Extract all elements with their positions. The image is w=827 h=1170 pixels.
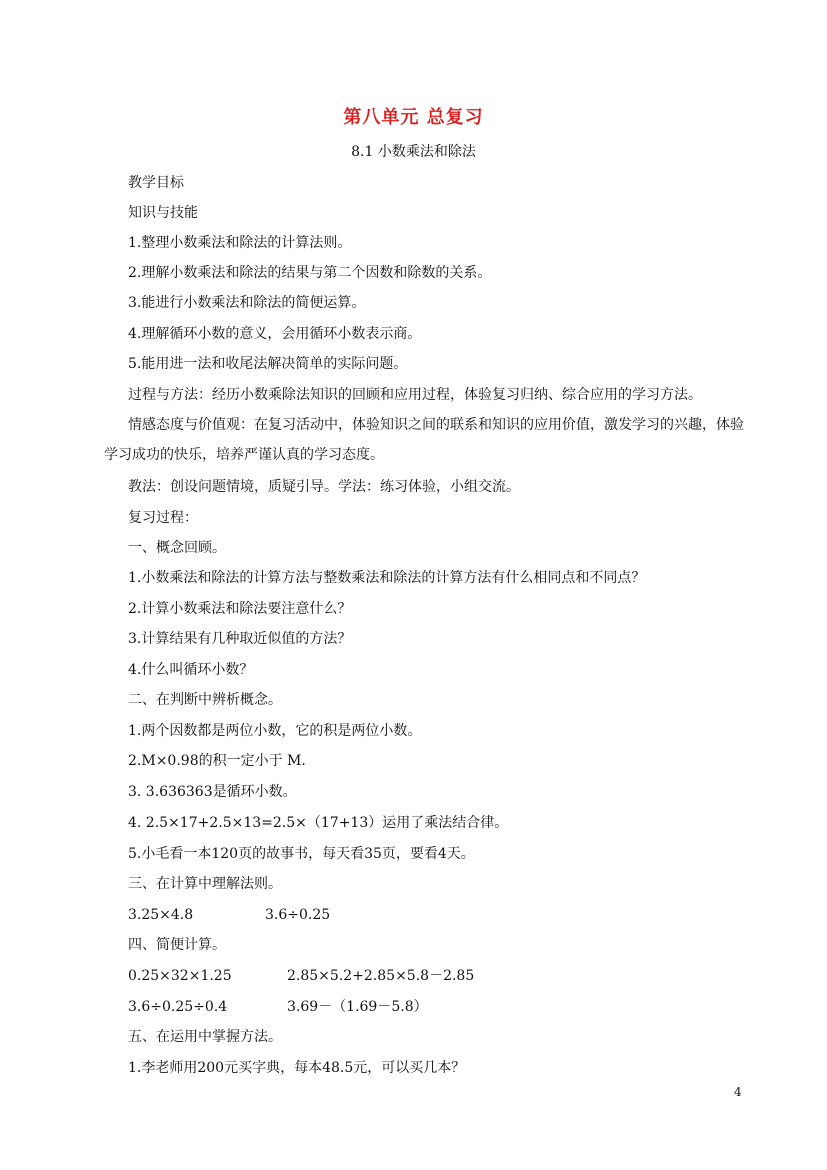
page-title: 第八单元 总复习 [343,107,484,128]
judgment-item: 4. 2.5×17+2.5×13=2.5×（17+13）运用了乘法结合律。 [128,815,509,831]
review-heading: 复习过程： [128,510,198,526]
section-heading: 二、在判断中辨析概念。 [128,692,282,708]
skill-item: 2.理解小数乘法和除法的结果与第二个因数和除数的关系。 [128,265,492,281]
skills-heading: 知识与技能 [128,205,198,221]
section-heading: 四、简便计算。 [128,937,226,953]
emotion-paragraph: 情感态度与价值观：在复习活动中，体验知识之间的联系和知识的应用价值，激发学习的兴趣，体验学习成功的快乐，培养严谨认真的学习态度。 [104,417,744,463]
skill-item: 4.理解循环小数的意义，会用循环小数表示商。 [128,326,422,342]
section-heading: 三、在计算中理解法则。 [128,876,282,892]
skill-item: 5.能用进一法和收尾法解决简单的实际问题。 [128,356,408,372]
judgment-item: 1.两个因数都是两位小数，它的积是两位小数。 [128,723,422,739]
process-paragraph: 过程与方法：经历小数乘除法知识的回顾和应用过程，体验复习归纳、综合应用的学习方法。 [128,387,702,403]
judgment-item: 5.小毛看一本120页的故事书，每天看35页，要看4天。 [128,846,475,862]
page-number: 4 [734,1085,742,1099]
section-heading: 五、在运用中掌握方法。 [128,1029,282,1045]
question-item: 4.什么叫循环小数？ [128,662,254,678]
judgment-item: 3. 3.636363是循环小数。 [128,784,297,800]
section-subtitle: 8.1 小数乘法和除法 [351,144,476,160]
application-item: 1.李老师用200元买字典，每本48.5元，可以买几本？ [128,1060,466,1076]
simplify-expression: 3.69－（1.69－5.8） [287,999,428,1015]
goal-heading: 教学目标 [128,175,184,191]
section-heading: 一、概念回顾。 [128,540,226,556]
simplify-expression: 3.6÷0.25÷0.4 [128,999,228,1015]
question-item: 2.计算小数乘法和除法要注意什么？ [128,601,352,617]
question-item: 3.计算结果有几种取近似值的方法？ [128,631,352,647]
calc-expression: 3.25×4.8 [128,907,194,923]
simplify-expression: 2.85×5.2+2.85×5.8－2.85 [287,968,475,984]
methods-paragraph: 教法：创设问题情境，质疑引导。学法：练习体验，小组交流。 [128,479,520,495]
skill-item: 1.整理小数乘法和除法的计算法则。 [128,235,352,251]
question-item: 1.小数乘法和除法的计算方法与整数乘法和除法的计算方法有什么相同点和不同点？ [128,570,646,586]
simplify-expression: 0.25×32×1.25 [128,968,232,984]
calc-expression: 3.6÷0.25 [265,907,331,923]
skill-item: 3.能进行小数乘法和除法的简便运算。 [128,295,366,311]
judgment-item: 2.M×0.98的积一定小于 M. [128,753,306,769]
